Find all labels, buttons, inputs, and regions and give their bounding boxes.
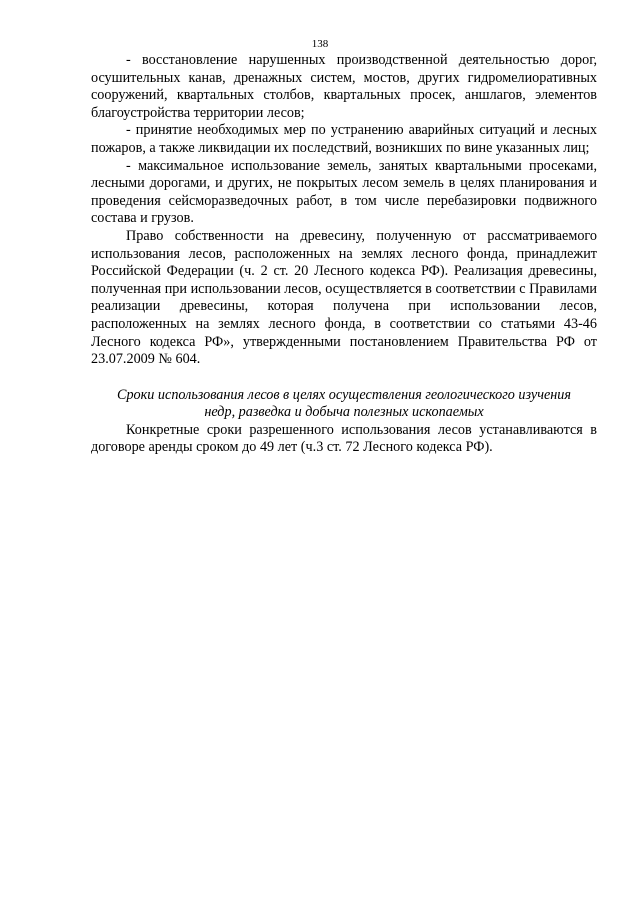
section-heading-line-2: недр, разведка и добыча полезных ископаемых: [204, 404, 484, 421]
paragraph-lease-term: Конкретные сроки разрешенного использования лесов устанавливаются в договоре аренды сроком до 49 лет (ч.3 ст. 72 Лесного кодекса РФ).: [91, 421, 597, 456]
paragraph-land-use: - максимальное использование земель, занятых квартальными просеками, лесными дорогами, и других, не покрытых лесом земель в целях планирования и проведения сейсморазведочных работ, в том числе перебазировки подвижного состава и грузов.: [91, 157, 597, 227]
section-heading-line-1: Сроки использования лесов в целях осуществления геологического изучения: [117, 386, 571, 403]
section-heading: [91, 387, 597, 422]
paragraph-emergency-measures: - принятие необходимых мер по устранению аварийных ситуаций и лесных пожаров, а также ликвидации их последствий, возникших по вине указанных лиц;: [91, 122, 597, 156]
page-body: [91, 52, 597, 457]
page-number: 138: [311, 38, 329, 50]
paragraph-wood-ownership: Право собственности на древесину, полученную от рассматриваемого использования лесов, расположенных на землях лесного фонда, принадлежит Российской Федерации (ч. 2 ст. 20 Лесного кодекса РФ). Реализация древесины, полученная при использовании лесов, осуществляется в соответствии с Правилами реализации древесины, которая получена при использовании лесов, расположенных на землях лесного фонда, в соответствии со статьями 43-46 Лесного кодекса РФ», утвержденными постановлением Правительства РФ от 23.07.2009 № 604.: [91, 227, 597, 368]
paragraph-restoration: - восстановление нарушенных производственной деятельностью дорог, осушительных канав, дренажных систем, мостов, других гидромелиоративных сооружений, квартальных столбов, квартальных просек, аншлагов, элементов благоустройства территории лесов;: [91, 52, 597, 121]
